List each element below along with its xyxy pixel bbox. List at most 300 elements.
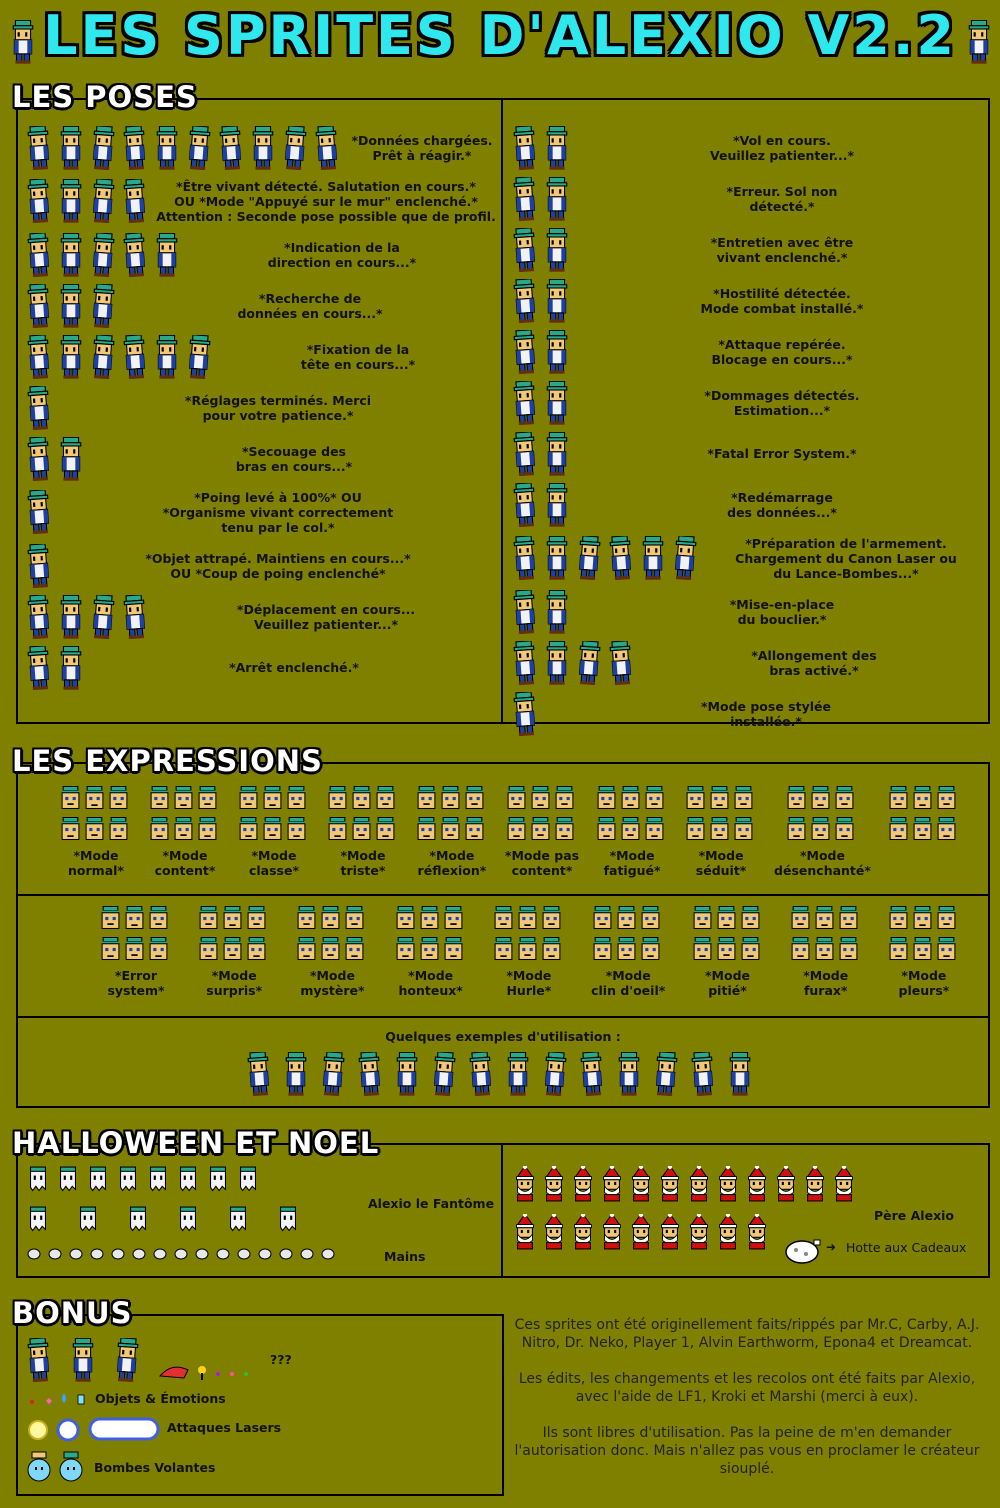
character-sprite: [544, 330, 570, 374]
santa-sprite: [773, 1166, 799, 1202]
hand-sprite: [131, 1246, 147, 1260]
character-sprite: [576, 536, 602, 580]
expression-face-row: [149, 786, 221, 810]
pose-caption: *Attaque repérée. Blocage en cours...*: [711, 336, 853, 367]
santa-sprite: [657, 1214, 683, 1250]
expression-face: [443, 937, 464, 961]
ghost-sprite: [206, 1166, 230, 1198]
ghost-sprite: [276, 1206, 300, 1238]
character-sprite: [122, 179, 148, 223]
character-sprite: [544, 126, 570, 170]
pose-caption: *Objet attrapé. Maintiens en cours...* OU *Coup de poing enclenché*: [145, 550, 411, 581]
expression-face: [222, 937, 243, 961]
pose-sprites: [512, 126, 576, 170]
expression-face: [936, 817, 957, 841]
character-sprite: [512, 228, 538, 272]
expression-face: [443, 906, 464, 930]
character-sprite: [544, 279, 570, 323]
expression-label: *Mode honteux*: [398, 968, 463, 998]
examples-label: Quelques exemples d'utilisation :: [385, 1029, 621, 1044]
expression-face: [262, 817, 283, 841]
pose-row: [26, 173, 498, 229]
santa-sprite: [541, 1166, 567, 1202]
expression-face: [84, 786, 105, 810]
example-sprite: [579, 1052, 605, 1096]
pose-caption: *Fatal Error System.*: [707, 446, 857, 461]
pose-row: [512, 530, 988, 586]
character-sprite: [90, 126, 116, 170]
pose-caption: *Recherche de données en cours...*: [237, 290, 383, 321]
expression-group: [888, 786, 960, 878]
expression-group: [60, 786, 132, 878]
character-sprite: [58, 284, 84, 328]
expression-face-row: [888, 937, 960, 961]
expressions-row-2: [100, 906, 960, 998]
expression-face: [644, 786, 665, 810]
pose-sprites: [26, 179, 154, 223]
expression-face: [541, 937, 562, 961]
expression-face: [814, 937, 835, 961]
expression-face: [60, 786, 81, 810]
expression-face: [351, 817, 372, 841]
expression-label: *Mode séduit*: [695, 848, 747, 878]
expression-face: [197, 786, 218, 810]
hand-sprite: [47, 1246, 63, 1260]
gift-bag-icon: [784, 1232, 824, 1268]
character-sprite: [10, 20, 36, 64]
ghost-sprite: [226, 1206, 250, 1238]
expression-face: [834, 786, 855, 810]
expression-face: [554, 817, 575, 841]
expression-face: [375, 817, 396, 841]
pose-caption: *Préparation de l'armement. Chargement du Canon Laser ou du Lance-Bombes...*: [735, 535, 957, 581]
expression-face: [108, 786, 129, 810]
expression-face: [320, 937, 341, 961]
hand-sprite: [110, 1246, 126, 1260]
expression-group: [493, 906, 565, 998]
ghost-sprite: [236, 1166, 260, 1198]
objects-icons: [28, 1390, 90, 1406]
expressions-row-1: [60, 786, 960, 878]
character-sprite: [512, 483, 538, 527]
pose-row: [512, 586, 988, 637]
expression-face: [124, 906, 145, 930]
expression-face: [888, 817, 909, 841]
colorful-alexio-sprite: [70, 1338, 96, 1382]
expression-face: [222, 906, 243, 930]
pose-caption: *Dommages détectés. Estimation...*: [704, 387, 860, 418]
expression-label: *Mode réflexion*: [417, 848, 487, 878]
expression-face: [786, 817, 807, 841]
pose-sprites: [26, 284, 122, 328]
character-sprite: [512, 432, 538, 476]
expression-face-row: [592, 906, 664, 930]
pose-sprites: [512, 279, 576, 323]
expression-face: [709, 786, 730, 810]
pose-row: [26, 540, 498, 591]
expression-face: [419, 906, 440, 930]
expression-group: [591, 906, 665, 998]
ghost-sprite: [86, 1166, 110, 1198]
expression-face-row: [786, 817, 858, 841]
expression-face: [262, 786, 283, 810]
expression-group: [774, 786, 871, 878]
pose-row: [512, 688, 988, 739]
character-sprite: [90, 284, 116, 328]
character-sprite: [544, 432, 570, 476]
pose-caption: *Arrêt enclenché.*: [229, 660, 359, 675]
expression-face: [640, 906, 661, 930]
character-sprite: [576, 641, 602, 685]
ghost-sprite: [176, 1206, 200, 1238]
expression-group: [888, 906, 960, 998]
expression-face: [554, 786, 575, 810]
expression-face-row: [149, 817, 221, 841]
pose-sprites: [26, 335, 218, 379]
expression-face: [238, 786, 259, 810]
ghost-row-2: [26, 1206, 326, 1238]
expression-label: *Mode classe*: [248, 848, 299, 878]
expression-face: [716, 937, 737, 961]
bonus-object-icon: [158, 1356, 256, 1382]
expression-face: [286, 786, 307, 810]
expression-face: [375, 786, 396, 810]
credits-paragraph-3: Ils sont libres d'utilisation. Pas la peine de m'en demander l'autorisation donc. Mais n'allez pas vous en proclamer le créateur siouplé.: [514, 1425, 980, 1477]
expression-face-row: [60, 786, 132, 810]
character-sprite: [512, 177, 538, 221]
bonus-sprites-row: [26, 1338, 256, 1382]
character-sprite: [58, 126, 84, 170]
expression-face-row: [692, 906, 764, 930]
expression-face: [327, 786, 348, 810]
poses-right-list: [512, 122, 988, 739]
expression-group: [790, 906, 862, 998]
ghost-sprite: [126, 1206, 150, 1238]
expression-face: [464, 786, 485, 810]
character-sprite: [26, 179, 52, 223]
ghost-sprite: [146, 1166, 170, 1198]
hand-sprite: [299, 1246, 315, 1260]
expression-face: [596, 817, 617, 841]
expression-face: [912, 906, 933, 930]
expression-face: [100, 937, 121, 961]
pose-row: [512, 275, 988, 326]
credits-paragraph-1: Ces sprites ont été originellement faits/rippés par Mr.C, Carby, A.J. Nitro, Dr. Neko, Player 1, Alvin Earthworm, Epona4 et Dreamcat.: [514, 1317, 980, 1351]
expression-face: [685, 817, 706, 841]
santa-sprite: [657, 1166, 683, 1202]
pose-row: [26, 280, 498, 331]
character-sprite: [154, 335, 180, 379]
hand-sprite: [26, 1246, 42, 1260]
santa-sprite: [802, 1166, 828, 1202]
santa-sprite: [599, 1214, 625, 1250]
expression-face: [810, 786, 831, 810]
expression-face: [685, 786, 706, 810]
colorful-alexio-sprite: [114, 1338, 140, 1382]
character-sprite: [544, 381, 570, 425]
expression-face: [888, 937, 909, 961]
expression-face-row: [296, 906, 368, 930]
expression-face-row: [327, 817, 399, 841]
character-sprite: [218, 126, 244, 170]
expression-face-row: [506, 786, 578, 810]
ghost-sprite: [116, 1166, 140, 1198]
expression-group: [685, 786, 757, 878]
expression-group: [296, 906, 368, 998]
expression-face: [888, 786, 909, 810]
character-sprite: [154, 126, 180, 170]
expression-face: [640, 937, 661, 961]
character-sprite: [58, 595, 84, 639]
expression-face: [506, 817, 527, 841]
example-sprite: [320, 1052, 346, 1096]
expression-face: [838, 906, 859, 930]
pose-row: [26, 331, 498, 382]
expression-face: [148, 937, 169, 961]
expression-face: [733, 817, 754, 841]
hand-sprite: [278, 1246, 294, 1260]
expression-group: [692, 906, 764, 998]
expression-face-row: [592, 937, 664, 961]
expression-face: [149, 786, 170, 810]
character-sprite: [186, 126, 212, 170]
pose-row: [26, 122, 498, 173]
expression-face: [786, 786, 807, 810]
character-sprite: [544, 177, 570, 221]
example-sprite: [690, 1052, 716, 1096]
expressions-divider-1: [16, 894, 990, 896]
pose-caption: *Réglages terminés. Merci pour votre patience.*: [184, 392, 372, 423]
pose-caption: *Vol en cours. Veuillez patienter...*: [710, 132, 854, 163]
expression-face: [238, 817, 259, 841]
expression-face: [320, 906, 341, 930]
hand-sprite: [236, 1246, 252, 1260]
character-sprite: [122, 126, 148, 170]
expression-face: [464, 817, 485, 841]
expression-face: [733, 786, 754, 810]
hand-sprite: [68, 1246, 84, 1260]
expression-label: *Error system*: [107, 968, 165, 998]
expression-group: [416, 786, 488, 878]
character-sprite: [154, 233, 180, 277]
expression-label: *Mode pitié*: [705, 968, 750, 998]
expression-face: [197, 817, 218, 841]
character-sprite: [26, 284, 52, 328]
example-sprite: [394, 1052, 420, 1096]
expression-group: [149, 786, 221, 878]
holiday-divider: [501, 1143, 503, 1278]
expression-face: [198, 906, 219, 930]
expression-face-row: [692, 937, 764, 961]
expression-face-row: [493, 937, 565, 961]
bomb-sprite: [26, 1450, 52, 1484]
title-sprite-right: [966, 20, 998, 68]
expression-label: *Mode furax*: [803, 968, 849, 998]
pose-row: [512, 479, 988, 530]
expression-face: [814, 906, 835, 930]
expression-label: *Mode pleurs*: [898, 968, 950, 998]
pose-sprites: [512, 177, 576, 221]
character-sprite: [282, 126, 308, 170]
expression-face: [124, 937, 145, 961]
expression-group: [100, 906, 172, 998]
santa-sprite: [570, 1166, 596, 1202]
pose-caption: *Entretien avec être vivant enclenché.*: [710, 234, 854, 265]
expression-face: [198, 937, 219, 961]
expression-face: [716, 906, 737, 930]
character-sprite: [26, 544, 52, 588]
expression-face: [173, 817, 194, 841]
pose-sprites: [512, 641, 640, 685]
expression-label: *Mode Hurle*: [506, 968, 552, 998]
character-sprite: [512, 692, 538, 736]
character-sprite: [512, 641, 538, 685]
hands-label: Mains: [384, 1249, 426, 1264]
example-sprite: [468, 1052, 494, 1096]
credits: [514, 1316, 980, 1478]
expression-face: [912, 937, 933, 961]
expression-face: [541, 906, 562, 930]
hand-sprite: [152, 1246, 168, 1260]
expression-label: *Mode normal*: [68, 848, 124, 878]
example-sprite: [653, 1052, 679, 1096]
character-sprite: [640, 536, 666, 580]
santa-sprite: [541, 1214, 567, 1250]
expression-face-row: [786, 786, 858, 810]
expression-face: [108, 817, 129, 841]
expression-face-row: [395, 906, 467, 930]
hand-sprite: [257, 1246, 273, 1260]
pose-sprites: [26, 233, 186, 277]
character-sprite: [58, 179, 84, 223]
expression-face: [246, 937, 267, 961]
ghost-row-1: [26, 1166, 266, 1198]
pose-caption: *Poing levé à 100%* OU *Organisme vivant correctement tenu par le col.*: [162, 489, 394, 535]
santa-row-2: [512, 1214, 773, 1250]
expression-label: *Mode mystère*: [300, 968, 365, 998]
pose-caption: *Déplacement en cours... Veuillez patienter...*: [236, 601, 416, 632]
ghost-sprite: [26, 1206, 50, 1238]
pose-row: [26, 484, 498, 540]
character-sprite: [544, 641, 570, 685]
expression-face-row: [493, 906, 565, 930]
expression-face: [790, 937, 811, 961]
expression-face: [395, 906, 416, 930]
pose-sprites: [26, 126, 346, 170]
character-sprite: [58, 437, 84, 481]
bag-arrow-icon: ➜: [826, 1240, 837, 1254]
character-sprite: [122, 595, 148, 639]
character-sprite: [26, 233, 52, 277]
santa-sprite: [570, 1214, 596, 1250]
character-sprite: [26, 646, 52, 690]
expression-face: [149, 817, 170, 841]
pose-sprites: [26, 490, 58, 534]
expression-face: [592, 906, 613, 930]
example-sprite: [431, 1052, 457, 1096]
pose-row: [512, 428, 988, 479]
expression-label: *Mode triste*: [340, 848, 386, 878]
expression-face: [888, 906, 909, 930]
expression-face: [493, 906, 514, 930]
expression-face: [912, 817, 933, 841]
hand-sprite: [215, 1246, 231, 1260]
expression-face: [592, 937, 613, 961]
bombs-label: Bombes Volantes: [94, 1460, 216, 1475]
title-sprite-left: [10, 20, 42, 68]
expression-face: [810, 817, 831, 841]
character-sprite: [58, 233, 84, 277]
character-sprite: [58, 335, 84, 379]
ghost-sprite: [26, 1166, 50, 1198]
section-title-bonus: BONUS: [12, 1296, 133, 1330]
pose-sprites: [512, 330, 576, 374]
expression-face-row: [60, 817, 132, 841]
pose-caption: *Secouage des bras en cours...*: [235, 443, 353, 474]
expression-face-row: [888, 817, 960, 841]
section-title-halloween: HALLOWEEN ET NOEL: [12, 1126, 380, 1160]
expression-face: [530, 786, 551, 810]
expression-face-row: [790, 937, 862, 961]
bonus-unknown-label: ???: [270, 1352, 292, 1367]
character-sprite: [90, 335, 116, 379]
example-sprite: [616, 1052, 642, 1096]
expression-face: [834, 817, 855, 841]
expression-face-row: [888, 786, 960, 810]
pose-row: [26, 382, 498, 433]
expression-face: [351, 786, 372, 810]
pose-caption: *Erreur. Sol non détecté.*: [726, 183, 838, 214]
expression-face: [838, 937, 859, 961]
expression-face: [709, 817, 730, 841]
expression-group: [596, 786, 668, 878]
character-sprite: [544, 483, 570, 527]
expression-face-row: [416, 817, 488, 841]
pose-row: [512, 637, 988, 688]
santa-row-1: [512, 1166, 860, 1202]
example-sprite: [357, 1052, 383, 1096]
character-sprite: [250, 126, 276, 170]
character-sprite: [26, 126, 52, 170]
pose-sprites: [26, 437, 90, 481]
expression-face: [692, 906, 713, 930]
expression-face: [936, 786, 957, 810]
pose-sprites: [26, 595, 154, 639]
expression-face: [517, 906, 538, 930]
bombs-row: [26, 1450, 90, 1484]
objects-label: Objets & Émotions: [95, 1391, 226, 1406]
pose-row: [26, 591, 498, 642]
expression-face: [692, 937, 713, 961]
expression-face-row: [506, 817, 578, 841]
expression-face: [344, 937, 365, 961]
character-sprite: [26, 437, 52, 481]
expression-face: [620, 817, 641, 841]
character-sprite: [512, 381, 538, 425]
expression-face-row: [198, 937, 270, 961]
expression-face: [395, 937, 416, 961]
page-title: LES SPRITES D'ALEXIO V2.2: [43, 4, 957, 67]
expression-face-row: [238, 786, 310, 810]
expression-face: [440, 786, 461, 810]
character-sprite: [966, 20, 992, 64]
expression-face-row: [685, 786, 757, 810]
laser-shots: [26, 1414, 160, 1444]
character-sprite: [26, 595, 52, 639]
character-sprite: [672, 536, 698, 580]
pose-sprites: [26, 544, 58, 588]
character-sprite: [26, 335, 52, 379]
